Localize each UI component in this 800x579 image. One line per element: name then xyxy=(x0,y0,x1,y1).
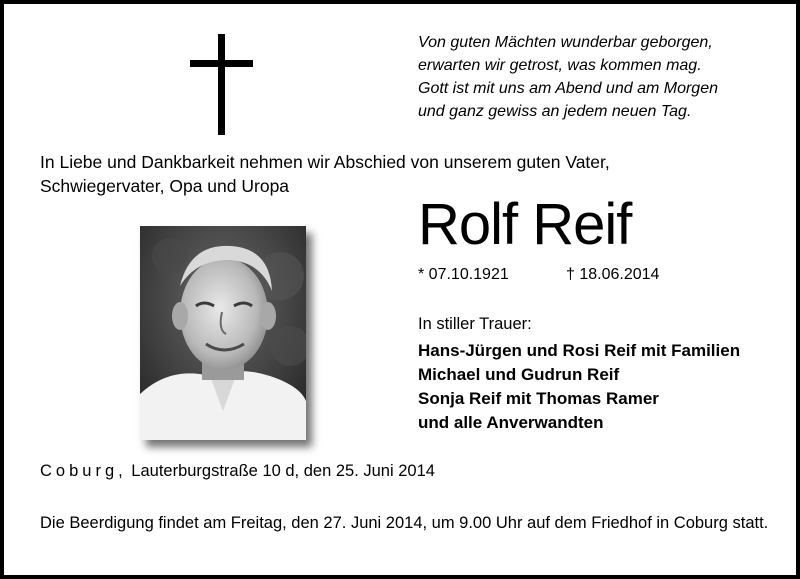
poem-line: Von guten Mächten wunderbar geborgen, xyxy=(418,34,713,51)
place-city: Coburg, xyxy=(40,462,127,480)
mourner-line: Michael und Gudrun Reif xyxy=(418,365,620,384)
place-address-date: Lauterburgstraße 10 d, den 25. Juni 2014 xyxy=(126,462,435,480)
portrait-photo xyxy=(140,226,306,440)
mourners-list xyxy=(418,339,740,435)
mourner-line: Hans-Jürgen und Rosi Reif mit Familien xyxy=(418,341,741,360)
mourning-label: In stiller Trauer: xyxy=(418,315,532,333)
mourner-line: und alle Anverwandten xyxy=(418,413,604,432)
place-and-date xyxy=(40,460,435,482)
birth-date: * 07.10.1921 xyxy=(418,266,509,283)
funeral-info: Die Beerdigung findet am Freitag, den 27. Juni 2014, um 9.00 Uhr auf dem Friedhof in Coburg statt. xyxy=(40,514,769,532)
poem xyxy=(418,31,718,123)
intro-line: In Liebe und Dankbarkeit nehmen wir Abschied von unserem guten Vater, xyxy=(40,152,610,172)
deceased-name: Rolf Reif xyxy=(418,192,632,257)
intro-line: Schwiegervater, Opa und Uropa xyxy=(40,176,290,196)
death-date: † 18.06.2014 xyxy=(566,266,660,283)
poem-line: erwarten wir getrost, was kommen mag. xyxy=(418,57,702,74)
poem-line: Gott ist mit uns am Abend und am Morgen xyxy=(418,80,718,97)
mourner-line: Sonja Reif mit Thomas Ramer xyxy=(418,389,659,408)
poem-line: und ganz gewiss an jedem neuen Tag. xyxy=(418,103,692,120)
